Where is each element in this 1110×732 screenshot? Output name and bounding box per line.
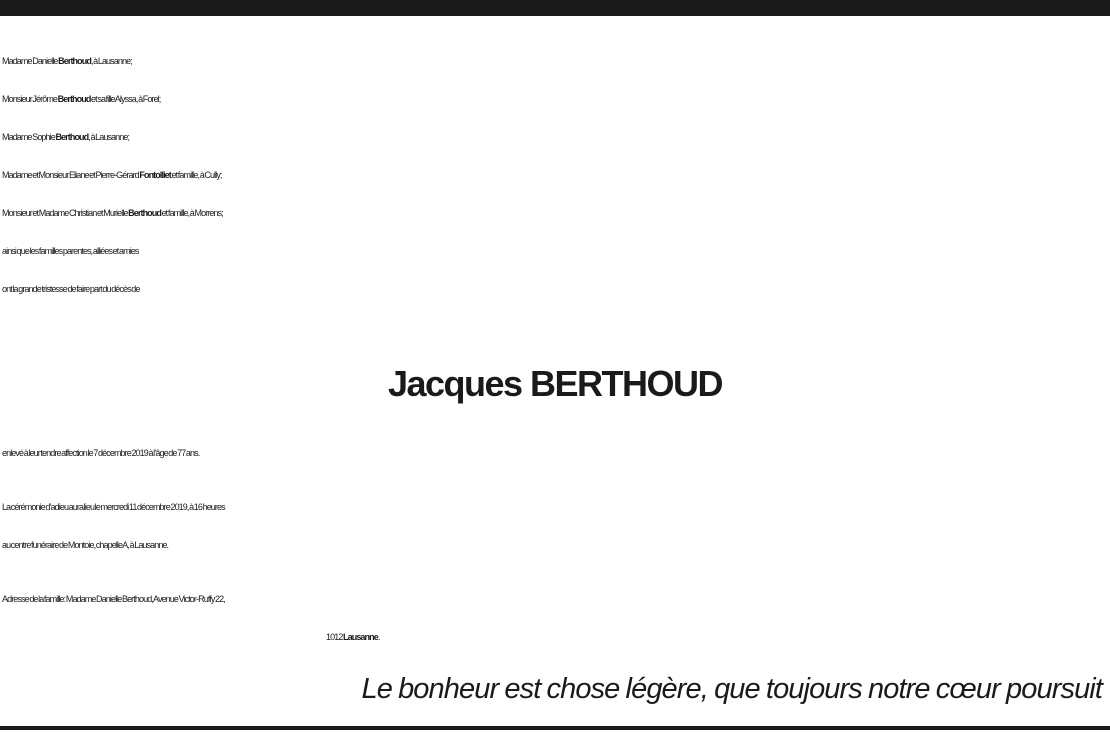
family-line-text: Monsieur et Madame Christian et Murielle [2, 208, 129, 218]
family-line-text: Madame et Monsieur Eliane et Pierre-Gérard [2, 170, 140, 180]
address-city-line [2, 618, 1108, 656]
family-line-text: Madame Sophie [2, 132, 56, 142]
family-line-text: ainsi que les familles parentes, alliées et amies [2, 246, 139, 256]
family-line-text: et sa fille Alyssa, à Forel; [90, 94, 161, 104]
family-line-text: , à Lausanne; [88, 132, 130, 142]
family-surname: Berthoud [128, 208, 161, 218]
family-line-text: ont la grande tristesse de faire part du décès de [2, 284, 140, 294]
family-line-text: , à Lausanne; [90, 56, 132, 66]
address-line: Adresse de la famille: Madame Danielle Berthoud, Avenue Victor-Ruffy 22, [2, 594, 225, 604]
family-line [2, 232, 1108, 270]
family-surname: Berthoud [55, 132, 89, 142]
family-list [2, 42, 1108, 308]
family-line [2, 156, 1108, 194]
family-line-text: et famille, à Morrens; [160, 208, 223, 218]
family-line [2, 42, 1108, 80]
family-surname: Berthoud [57, 94, 91, 104]
family-line [2, 270, 1108, 308]
family-line [2, 80, 1108, 118]
death-notice-text: enlevé à leur tendre affection le 7 décembre 2019 à l’âge de 77 ans. [2, 448, 200, 458]
address-city: Lausanne [343, 632, 378, 642]
ceremony-info [2, 488, 1108, 564]
address-city-suffix: . [377, 632, 380, 642]
address-postcode: 1012 [326, 632, 344, 642]
top-rule [0, 0, 1110, 16]
ceremony-line: La cérémonie d’adieu aura lieu le mercredi 11 décembre 2019, à 16 heures [2, 502, 225, 512]
bottom-rule [0, 726, 1110, 730]
ceremony-line: au centre funéraire de Montoie, chapelle A, à Lausanne. [2, 540, 169, 550]
death-notice [2, 434, 1108, 472]
family-surname: Fontolliet [139, 170, 171, 180]
closing-quote: Le bonheur est chose légère, que toujours notre cœur poursuit [361, 673, 1102, 705]
family-surname: Berthoud [58, 56, 91, 66]
family-line-text: et famille, à Cully; [170, 170, 222, 180]
family-line [2, 194, 1108, 232]
family-line-text: Monsieur Jérôme [2, 94, 58, 104]
family-line [2, 118, 1108, 156]
deceased-name: Jacques BERTHOUD [387, 363, 723, 404]
family-address [2, 580, 1108, 656]
family-line-text: Madame Danielle [2, 56, 59, 66]
